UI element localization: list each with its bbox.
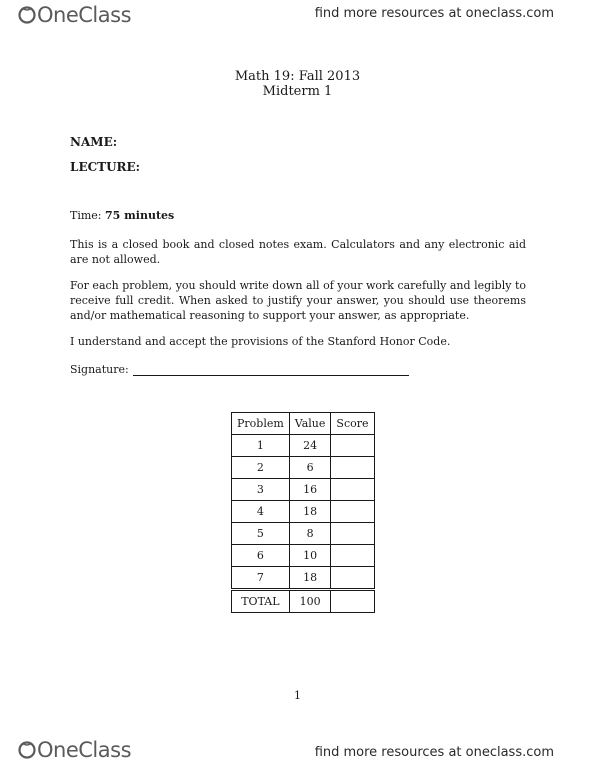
- table-row: [232, 567, 375, 590]
- table-row: [232, 501, 375, 523]
- score-cell[interactable]: [331, 479, 374, 501]
- oneclass-logo-icon: [18, 740, 36, 760]
- problem-cell: 4: [232, 501, 290, 523]
- value-cell: 18: [289, 501, 331, 523]
- problem-cell: 7: [232, 567, 290, 590]
- problem-cell: 3: [232, 479, 290, 501]
- signature-field[interactable]: [133, 365, 409, 376]
- header-problem: Problem: [232, 413, 290, 435]
- value-cell: 8: [289, 523, 331, 545]
- table-row: [232, 479, 375, 501]
- name-label: NAME:: [70, 135, 118, 149]
- honor-code-paragraph: I understand and accept the provisions of the Stanford Honor Code.: [70, 335, 451, 348]
- table-row: [232, 435, 375, 457]
- time-label: Time:: [70, 209, 102, 222]
- oneclass-logo[interactable]: [18, 3, 131, 27]
- exam-title: Midterm 1: [262, 84, 333, 99]
- footer-resources-link[interactable]: find more resources at oneclass.com: [314, 745, 554, 760]
- lecture-label: LECTURE:: [70, 160, 141, 174]
- total-score-cell[interactable]: [331, 590, 374, 613]
- work-instructions-paragraph: For each problem, you should write down all of your work carefully and legibly to receive full credit. When asked to justify your answer, you should use theorems and/or mathematical reasoning to support your answer, as appropriate.: [70, 279, 526, 322]
- signature-label: Signature:: [70, 363, 129, 376]
- header-score: Score: [331, 413, 374, 435]
- total-row: [232, 590, 375, 613]
- oneclass-footer-logo[interactable]: [18, 738, 131, 762]
- signature-line: [70, 363, 409, 376]
- header-resources-link[interactable]: find more resources at oneclass.com: [314, 6, 554, 21]
- time-line: [70, 209, 174, 222]
- score-cell[interactable]: [331, 567, 374, 590]
- value-cell: 18: [289, 567, 331, 590]
- total-value-cell: 100: [289, 590, 331, 613]
- problem-cell: 1: [232, 435, 290, 457]
- table-row: [232, 523, 375, 545]
- value-cell: 10: [289, 545, 331, 567]
- score-table: [231, 412, 375, 613]
- score-cell[interactable]: [331, 457, 374, 479]
- table-row: [232, 457, 375, 479]
- score-cell[interactable]: [331, 545, 374, 567]
- problem-cell: 6: [232, 545, 290, 567]
- page-number: 1: [294, 689, 301, 702]
- value-cell: 16: [289, 479, 331, 501]
- course-title: Math 19: Fall 2013: [234, 69, 361, 84]
- score-table-header-row: [232, 413, 375, 435]
- score-cell[interactable]: [331, 501, 374, 523]
- score-cell[interactable]: [331, 523, 374, 545]
- problem-cell: 5: [232, 523, 290, 545]
- closed-book-paragraph: This is a closed book and closed notes exam. Calculators and any electronic aid are not allowed.: [70, 238, 526, 266]
- exam-title-block: [0, 69, 595, 99]
- oneclass-logo-text: OneClass: [37, 738, 132, 762]
- time-value: 75 minutes: [105, 209, 175, 222]
- value-cell: 24: [289, 435, 331, 457]
- table-row: [232, 545, 375, 567]
- value-cell: 6: [289, 457, 331, 479]
- header-value: Value: [289, 413, 331, 435]
- oneclass-logo-text: OneClass: [37, 3, 132, 27]
- problem-cell: 2: [232, 457, 290, 479]
- score-cell[interactable]: [331, 435, 374, 457]
- oneclass-logo-icon: [18, 5, 36, 25]
- total-label-cell: TOTAL: [232, 590, 290, 613]
